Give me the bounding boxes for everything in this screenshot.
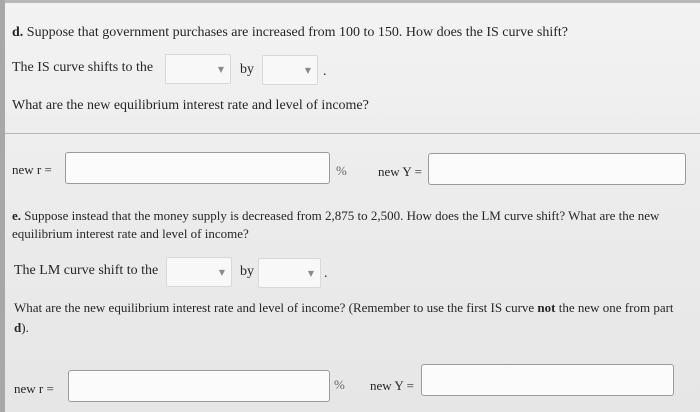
lm-shift-prefix: The LM curve shift to the — [14, 263, 159, 278]
part-e-eq-not: not — [537, 300, 556, 315]
is-period: . — [323, 64, 327, 79]
part-e-question-text: Suppose instead that the money supply is decreased from 2,875 to 2,500. How does the LM curve shift? What are the new equilibrium interest rate and level of income? — [12, 208, 660, 241]
part-d-percent: % — [336, 163, 347, 178]
part-e-equilibrium-question — [14, 298, 686, 338]
part-d-label: d. — [12, 25, 24, 40]
is-direction-dropdown[interactable] — [165, 54, 231, 84]
part-e-new-r-label: new r = — [14, 381, 54, 396]
part-d-question-text: Suppose that government purchases are increased from 100 to 150. How does the IS curve shift? — [26, 25, 568, 40]
is-amount-dropdown[interactable] — [262, 55, 318, 85]
is-shift-prefix: The IS curve shifts to the — [12, 60, 154, 75]
part-e-label: e. — [12, 208, 22, 223]
part-e-question — [12, 207, 688, 243]
part-e-eq-part-ref: d — [14, 320, 22, 335]
caret-down-icon: ▼ — [307, 269, 314, 278]
left-border — [0, 0, 5, 412]
lm-period: . — [324, 266, 328, 281]
part-e-new-r-input[interactable] — [68, 370, 330, 402]
caret-down-icon: ▼ — [304, 66, 311, 75]
is-by-label: by — [240, 62, 254, 77]
lm-amount-dropdown[interactable] — [258, 258, 321, 288]
part-e-eq-end: ). — [21, 320, 29, 335]
lm-by-label: by — [240, 264, 254, 279]
part-d-new-y-label: new Y = — [378, 164, 422, 179]
top-border — [0, 0, 700, 3]
lm-direction-dropdown[interactable] — [166, 257, 232, 287]
part-d-new-r-input[interactable] — [65, 152, 330, 184]
part-d-new-r-label: new r = — [12, 162, 52, 177]
part-e-new-y-label: new Y = — [370, 378, 414, 393]
part-e-percent: % — [334, 377, 345, 392]
divider — [5, 133, 700, 134]
part-e-new-y-input[interactable] — [421, 364, 674, 396]
part-d-new-y-input[interactable] — [428, 153, 686, 185]
caret-down-icon: ▼ — [218, 268, 225, 277]
caret-down-icon: ▼ — [217, 65, 224, 74]
part-d-question — [12, 24, 568, 42]
part-e-eq-text-2: the new one from part — [558, 300, 674, 315]
part-d-equilibrium-question: What are the new equilibrium interest rate and level of income? — [12, 98, 369, 113]
part-e-eq-text-1: What are the new equilibrium interest rate and level of income? (Remember to use the first IS curve — [14, 300, 535, 315]
